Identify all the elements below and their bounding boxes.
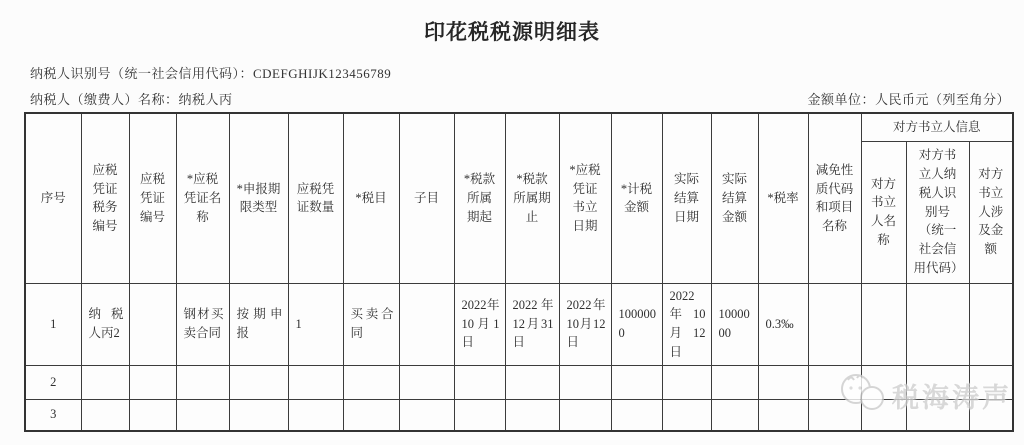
table-cell bbox=[454, 399, 505, 431]
table-cell: 按期申报 bbox=[229, 283, 288, 365]
page-title: 印花税税源明细表 bbox=[424, 20, 600, 44]
table-cell bbox=[288, 399, 343, 431]
taxpayer-id-line: 纳税人识别号（统一社会信用代码）：CDEFGHIJK123456789 bbox=[30, 66, 392, 81]
table-cell bbox=[808, 365, 861, 399]
table-cell: 2022年12月31日 bbox=[505, 283, 559, 365]
column-header-filing-period-type: *申报期限类型 bbox=[229, 113, 288, 283]
table-cell bbox=[758, 365, 808, 399]
table-cell bbox=[176, 399, 229, 431]
table-cell bbox=[611, 365, 662, 399]
taxpayer-name-line: 纳税人（缴费人）名称：纳税人丙 bbox=[30, 92, 233, 107]
table-cell bbox=[129, 283, 176, 365]
column-header-voucher-date: *应税凭证书立日期 bbox=[559, 113, 611, 283]
column-header-voucher-no: 应税凭证编号 bbox=[129, 113, 176, 283]
table-cell bbox=[861, 399, 906, 431]
table-cell: 1 bbox=[25, 283, 81, 365]
column-header-seq: 序号 bbox=[25, 113, 81, 283]
table-cell: 买卖合同 bbox=[343, 283, 399, 365]
table-cell bbox=[808, 399, 861, 431]
table-cell: 2022年10月1日 bbox=[454, 283, 505, 365]
table-cell: 1000000 bbox=[611, 283, 662, 365]
table-cell bbox=[343, 399, 399, 431]
table-row bbox=[25, 283, 1013, 365]
table-cell bbox=[611, 399, 662, 431]
table-header bbox=[25, 113, 1013, 283]
column-header-voucher-name: *应税凭证名称 bbox=[176, 113, 229, 283]
column-header-period-start: *税款所属期起 bbox=[454, 113, 505, 283]
table-cell bbox=[861, 365, 906, 399]
watermark-text: 税海涛声 bbox=[892, 383, 1012, 413]
table-cell bbox=[343, 365, 399, 399]
table-cell bbox=[969, 283, 1013, 365]
table-cell bbox=[399, 399, 454, 431]
table-cell bbox=[711, 365, 758, 399]
table-cell bbox=[969, 399, 1013, 431]
table-cell bbox=[758, 399, 808, 431]
table-cell: 1000000 bbox=[711, 283, 758, 365]
table-cell bbox=[906, 399, 969, 431]
table-cell: 钢材买卖合同 bbox=[176, 283, 229, 365]
table-cell bbox=[229, 365, 288, 399]
table-cell bbox=[81, 399, 129, 431]
table-cell: 0.3‰ bbox=[758, 283, 808, 365]
table-cell bbox=[662, 365, 711, 399]
column-header-reduction-code: 减免性质代码和项目名称 bbox=[808, 113, 861, 283]
table-cell bbox=[505, 399, 559, 431]
table-cell bbox=[229, 399, 288, 431]
column-header-period-end: *税款所属期止 bbox=[505, 113, 559, 283]
table-cell bbox=[454, 365, 505, 399]
table-cell bbox=[399, 283, 454, 365]
table-row bbox=[25, 399, 1013, 431]
table-cell bbox=[129, 365, 176, 399]
column-header-voucher-count: 应税凭证数量 bbox=[288, 113, 343, 283]
column-header-taxable-amount: *计税金额 bbox=[611, 113, 662, 283]
column-header-counterparty-name: 对方书立人名称 bbox=[861, 141, 906, 283]
column-header-sub-item: 子目 bbox=[399, 113, 454, 283]
column-group-counterparty-info: 对方书立人信息 bbox=[861, 113, 1013, 141]
table-cell bbox=[969, 365, 1013, 399]
column-header-settlement-date: 实际结算日期 bbox=[662, 113, 711, 283]
column-header-counterparty-id: 对方书立人纳税人识别号（统一社会信用代码） bbox=[906, 141, 969, 283]
table-cell bbox=[861, 283, 906, 365]
table-cell bbox=[662, 399, 711, 431]
table-row bbox=[25, 365, 1013, 399]
column-header-tax-item: *税目 bbox=[343, 113, 399, 283]
table-cell bbox=[129, 399, 176, 431]
table-cell bbox=[81, 365, 129, 399]
table-cell: 1 bbox=[288, 283, 343, 365]
table-cell bbox=[906, 365, 969, 399]
table-cell bbox=[906, 283, 969, 365]
table-cell: 2 bbox=[25, 365, 81, 399]
table-cell bbox=[808, 283, 861, 365]
column-header-counterparty-amount: 对方书立人涉及金额 bbox=[969, 141, 1013, 283]
table-cell bbox=[288, 365, 343, 399]
table-cell: 2022年10月12日 bbox=[662, 283, 711, 365]
table-cell bbox=[559, 399, 611, 431]
table-cell bbox=[505, 365, 559, 399]
table-body bbox=[25, 283, 1013, 431]
column-header-tax-rate: *税率 bbox=[758, 113, 808, 283]
amount-unit-note: 金额单位：人民币元（列至角分） bbox=[807, 92, 1010, 107]
column-header-settlement-amount: 实际结算金额 bbox=[711, 113, 758, 283]
table-cell: 2022年10月12日 bbox=[559, 283, 611, 365]
tax-source-detail-table bbox=[24, 112, 1014, 432]
column-header-voucher-tax-no: 应税凭证税务编号 bbox=[81, 113, 129, 283]
table-cell bbox=[711, 399, 758, 431]
table-cell: 3 bbox=[25, 399, 81, 431]
table-cell bbox=[176, 365, 229, 399]
table-cell: 纳税人丙2 bbox=[81, 283, 129, 365]
table-cell bbox=[559, 365, 611, 399]
table-cell bbox=[399, 365, 454, 399]
